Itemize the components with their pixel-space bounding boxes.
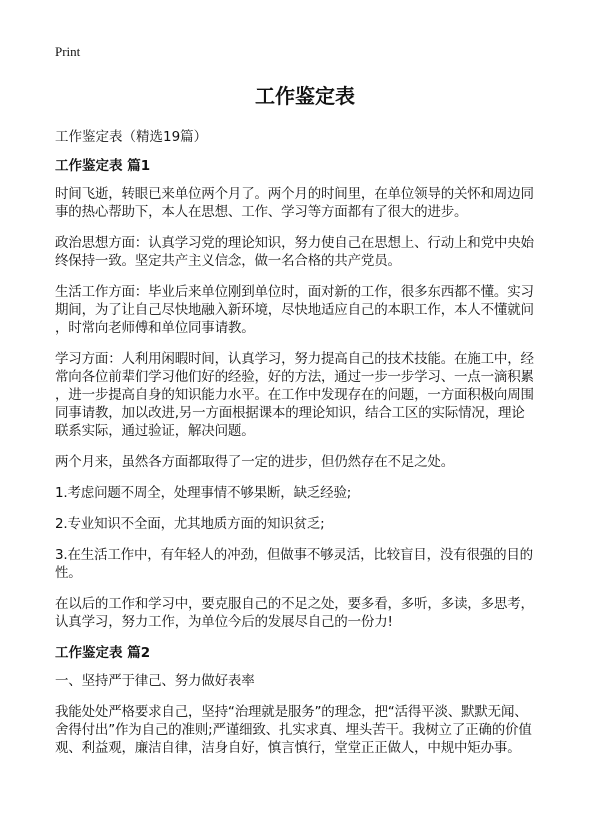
document-body (55, 157, 555, 757)
paragraph-line: 事的热心帮助下，本人在思想、工作、学习等方面都有了很大的进步。 (55, 204, 468, 220)
paragraph (55, 484, 555, 502)
paragraph-line: 常向各位前辈们学习他们好的经验，好的方法，通过一步一步学习、一点一滴积累 (55, 369, 534, 385)
paragraph (55, 185, 555, 221)
page-title: 工作鉴定表 (255, 84, 355, 108)
paragraph-line: 时间飞逝，转眼已来单位两个月了。两个月的时间里，在单位领导的关怀和周边同 (55, 186, 534, 202)
paragraph (55, 350, 555, 440)
paragraph-line: 生活工作方面：毕业后来单位刚到单位时，面对新的工作，很多东西都不懂。实习 (55, 284, 534, 300)
paragraph (55, 283, 555, 337)
print-link[interactable]: Print (55, 44, 81, 59)
paragraph-line: 两个月来，虽然各方面都取得了一定的进步，但仍然存在不足之处。 (55, 454, 454, 470)
paragraph (55, 672, 555, 690)
paragraph-line: 同事请教，加以改进,另一方面根据课本的理论知识，结合工区的实际情况，理论 (55, 405, 525, 421)
paragraph-line: 在以后的工作和学习中，要克服自己的不足之处，要多看，多听，多读，多思考， (55, 596, 534, 612)
paragraph-line: 3.在生活工作中，有年轻人的冲劲，但做事不够灵活，比较盲目，没有很强的目的 (55, 547, 533, 563)
paragraph (55, 703, 555, 757)
paragraph-line: 终保持一致。坚定共产主义信念，做一名合格的共产党员。 (55, 253, 401, 269)
paragraph (55, 595, 555, 631)
paragraph-line: 2.专业知识不全面，尤其地质方面的知识贫乏; (55, 516, 325, 532)
paragraph-line: 性。 (55, 565, 82, 581)
paragraph-line: 认真学习，努力工作，为单位今后的发展尽自己的一份力! (55, 614, 393, 630)
paragraph-line: 政治思想方面：认真学习党的理论知识，努力使自己在思想上、行动上和党中央始 (55, 235, 534, 251)
paragraph-line: 一、坚持严于律己、努力做好表率 (55, 673, 255, 689)
paragraph-line: 学习方面：人利用闲暇时间，认真学习，努力提高自己的技术技能。在施工中，经 (55, 351, 534, 367)
paragraph (55, 546, 555, 582)
paragraph-line: 1.考虑问题不周全，处理事情不够果断，缺乏经验; (55, 485, 352, 501)
document-page (55, 44, 555, 770)
paragraph-line: 联系实际，通过验证，解决问题。 (55, 423, 255, 439)
document-subtitle: 工作鉴定表（精选19篇） (55, 129, 208, 145)
paragraph-line: ，进一步提高自身的知识能力水平。在工作中发现存在的问题，一方面积极向周围 (55, 387, 534, 403)
paragraph (55, 234, 555, 270)
paragraph-line: 舍得付出”作为自己的准则;严谨细致、扎实求真、埋头苦干。我树立了正确的价值 (55, 722, 532, 738)
paragraph-line: 期间，为了让自己尽快地融入新环境，尽快地适应自己的本职工作，本人不懂就问 (55, 302, 534, 318)
paragraph (55, 453, 555, 471)
paragraph-line: 我能处处严格要求自己，坚持“治理就是服务”的理念，把“活得平淡、默默无闻、 (55, 704, 528, 720)
paragraph-line: 观、利益观，廉洁自律，洁身自好，慎言慎行，堂堂正正做人，中规中矩办事。 (55, 740, 521, 756)
section-heading: 工作鉴定表 篇2 (55, 645, 151, 661)
paragraph (55, 515, 555, 533)
paragraph-line: ，时常向老师傅和单位同事请教。 (55, 320, 255, 336)
section-heading: 工作鉴定表 篇1 (55, 158, 151, 174)
